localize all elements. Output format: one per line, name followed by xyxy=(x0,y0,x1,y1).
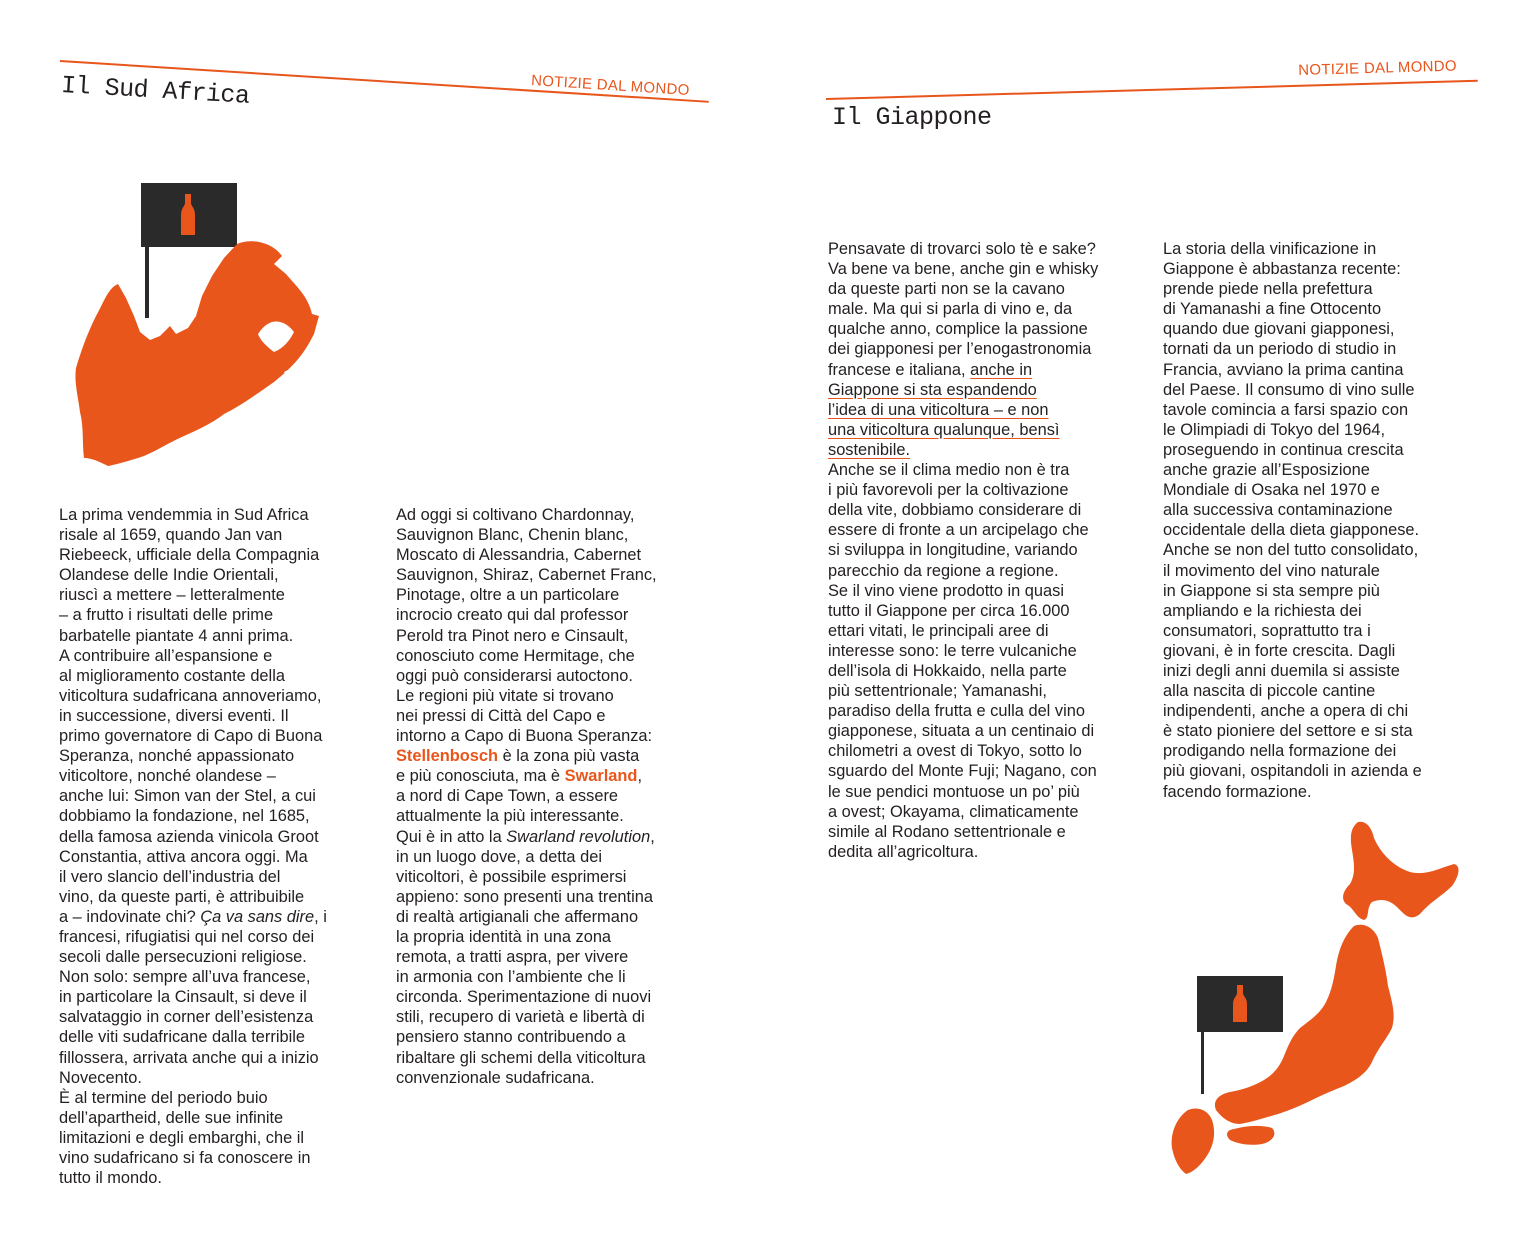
paragraph-line: più giovani, ospitandoli in azienda e xyxy=(1163,762,1422,781)
paragraph-line: limitazioni e degli embarghi, che il xyxy=(59,1128,305,1147)
paragraph-line: della famosa azienda vinicola Groot xyxy=(59,827,319,846)
paragraph-line: giovani, è in forte crescita. Dagli xyxy=(1163,641,1396,660)
paragraph-line: parecchio da regione a regione. xyxy=(828,561,1059,580)
text-run: francese e italiana, xyxy=(828,360,971,379)
text-run: Qui è in atto la xyxy=(396,827,507,846)
paragraph-line: La prima vendemmia in Sud Africa xyxy=(59,506,309,524)
paragraph-line: dedita all’agricoltura. xyxy=(828,842,979,861)
paragraph-line xyxy=(828,360,1098,380)
paragraph-line: fillossera, arrivata anche qui a inizio xyxy=(59,1048,319,1067)
paragraph-line: Va bene va bene, anche gin e whisky xyxy=(828,260,1099,279)
text-run: a – indovinate chi? xyxy=(59,907,201,926)
paragraph-line: in particolare la Cinsault, si deve il xyxy=(59,988,307,1007)
paragraph-line: A contribuire all’espansione e xyxy=(59,646,273,665)
paragraph-line: ettari vitati, le principali aree di xyxy=(828,621,1049,640)
paragraph-line: salvataggio in corner dell’esistenza xyxy=(59,1008,314,1027)
paragraph-line: tornati da un periodo di studio in xyxy=(1163,340,1397,359)
paragraph-line: oggi può considerarsi autoctono. xyxy=(396,666,633,685)
paragraph-line: viticoltura sudafricana annoveriamo, xyxy=(59,686,322,705)
paragraph-line: le Olimpiadi di Tokyo del 1964, xyxy=(1163,420,1386,439)
paragraph-line: indipendenti, anche a opera di chi xyxy=(1163,702,1409,721)
paragraph-line: a nord di Cape Town, a essere xyxy=(396,787,619,806)
paragraph-line: più settentrionale; Yamanashi, xyxy=(828,682,1047,701)
underlined-phrase: Giappone si sta espandendo xyxy=(828,380,1037,399)
south-africa-map-icon xyxy=(74,236,319,468)
paragraph-line: si sviluppa in longitudine, variando xyxy=(828,541,1078,560)
paragraph-line: secoli dalle persecuzioni religiose. xyxy=(59,948,307,967)
paragraph-line: Pensavate di trovarci solo tè e sake? xyxy=(828,240,1096,258)
section-tag: NOTIZIE DAL MONDO xyxy=(530,72,691,99)
paragraph-line: Riebeeck, ufficiale della Compagnia xyxy=(59,546,320,565)
paragraph-line: della vite, dobbiamo considerare di xyxy=(828,501,1082,520)
underlined-phrase: sostenibile. xyxy=(828,440,911,459)
paragraph-line: Sauvignon, Shiraz, Cabernet Franc, xyxy=(396,566,657,585)
text-run: , xyxy=(650,827,655,846)
paragraph-line: primo governatore di Capo di Buona xyxy=(59,727,323,746)
text-column-1 xyxy=(828,239,1098,862)
paragraph-line: ampliando e la richiesta dei xyxy=(1163,601,1362,620)
paragraph-line: in armonia con l’ambiente che li xyxy=(396,968,626,987)
text-column-2 xyxy=(1163,239,1422,802)
text-column-2 xyxy=(396,505,657,1088)
paragraph-line: nei pressi di Città del Capo e xyxy=(396,706,606,725)
underlined-phrase: anche in xyxy=(970,360,1033,379)
paragraph-line: Sauvignon Blanc, Chenin blanc, xyxy=(396,526,629,545)
paragraph-line: prodigando nella formazione dei xyxy=(1163,742,1397,761)
paragraph-line: tavole comincia a farsi spazio con xyxy=(1163,400,1409,419)
paragraph-line: proseguendo in continua crescita xyxy=(1163,440,1404,459)
paragraph-line: Pinotage, oltre a un particolare xyxy=(396,586,620,605)
text-run: , i xyxy=(314,907,327,926)
paragraph-line: Le regioni più vitate si trovano xyxy=(396,686,614,705)
paragraph-line: interesse sono: le terre vulcaniche xyxy=(828,641,1077,660)
header-rule xyxy=(826,80,1478,100)
paragraph-line: tutto il mondo. xyxy=(59,1169,162,1188)
text-run: è la zona più vasta xyxy=(498,747,640,766)
paragraph-line: Olandese delle Indie Orientali, xyxy=(59,566,279,585)
paragraph-line: dell’apartheid, delle sue infinite xyxy=(59,1108,284,1127)
paragraph-line: è stato pioniere del settore e si sta xyxy=(1163,722,1413,741)
paragraph-line: Non solo: sempre all’uva francese, xyxy=(59,968,311,987)
paragraph-line: Speranza, nonché appassionato xyxy=(59,747,295,766)
paragraph-line xyxy=(828,420,1098,440)
paragraph-line: inizi degli anni duemila si assiste xyxy=(1163,661,1400,680)
paragraph-line: ribaltare gli schemi della viticoltura xyxy=(396,1048,646,1067)
underlined-phrase: l’idea di una viticoltura – e non xyxy=(828,400,1049,419)
paragraph-line: Se il vino viene prodotto in quasi xyxy=(828,581,1064,600)
paragraph-line: il movimento del vino naturale xyxy=(1163,561,1380,580)
paragraph-line: tutto il Giappone per circa 16.000 xyxy=(828,601,1070,620)
paragraph-line: essere di fronte a un arcipelago che xyxy=(828,521,1089,540)
paragraph-line: pensiero stanno contribuendo a xyxy=(396,1028,626,1047)
paragraph-line: chilometri a ovest di Tokyo, sotto lo xyxy=(828,742,1082,761)
paragraph-line: di Yamanashi a fine Ottocento xyxy=(1163,300,1382,319)
paragraph-line: la propria identità in una zona xyxy=(396,927,612,946)
paragraph-line: riuscì a mettere – letteralmente xyxy=(59,586,285,605)
paragraph-line: È al termine del periodo buio xyxy=(59,1088,268,1107)
paragraph-line: in un luogo dove, a detta dei xyxy=(396,847,602,866)
section-tag: NOTIZIE DAL MONDO xyxy=(1298,57,1458,79)
paragraph-line: Constantia, attiva ancora oggi. Ma xyxy=(59,847,308,866)
paragraph-line: barbatelle piantate 4 anni prima. xyxy=(59,626,294,645)
paragraph-line: alla nascita di piccole cantine xyxy=(1163,682,1376,701)
paragraph-line: Novecento. xyxy=(59,1068,142,1087)
paragraph-line: remota, a tratti aspra, per vivere xyxy=(396,948,629,967)
paragraph-line: prende piede nella prefettura xyxy=(1163,280,1373,299)
page-title: Il Giappone xyxy=(832,103,992,132)
paragraph-line: anche grazie all’Esposizione xyxy=(1163,461,1370,480)
paragraph-line: intorno a Capo di Buona Speranza: xyxy=(396,727,653,746)
paragraph-line: in successione, diversi eventi. Il xyxy=(59,706,289,725)
paragraph-line: da queste parti non se la cavano xyxy=(828,280,1065,299)
paragraph-line: appieno: sono presenti una trentina xyxy=(396,887,653,906)
paragraph-line xyxy=(828,400,1098,420)
right-page xyxy=(768,0,1536,1241)
paragraph-line: simile al Rodano settentrionale e xyxy=(828,822,1066,841)
paragraph-line: consumatori, soprattutto tra i xyxy=(1163,621,1371,640)
paragraph-line: francesi, rifugiatisi qui nel corso dei xyxy=(59,927,315,946)
wine-bottle-flag-icon xyxy=(1197,976,1285,1096)
paragraph-line xyxy=(396,827,657,847)
paragraph-line: dobbiamo la fondazione, nel 1685, xyxy=(59,807,310,826)
paragraph-line: alla successiva contaminazione xyxy=(1163,501,1393,520)
text-column-1 xyxy=(59,505,327,1188)
underlined-phrase: una viticoltura qualunque, bensì xyxy=(828,420,1060,439)
paragraph-line: incrocio creato qui dal professor xyxy=(396,606,629,625)
paragraph-line: Giappone è abbastanza recente: xyxy=(1163,260,1401,279)
italic-phrase: Ça va sans dire xyxy=(200,907,315,926)
paragraph-line: viticoltori, è possibile esprimersi xyxy=(396,867,627,886)
paragraph-line: risale al 1659, quando Jan van xyxy=(59,526,283,545)
paragraph-line: le sue pendici montuose un po’ più xyxy=(828,782,1080,801)
paragraph-line: paradiso della frutta e culla del vino xyxy=(828,702,1085,721)
highlight-stellenbosch: Stellenbosch xyxy=(396,747,499,766)
paragraph-line xyxy=(828,380,1098,400)
paragraph-line xyxy=(396,766,657,786)
paragraph-line: Ad oggi si coltivano Chardonnay, xyxy=(396,506,635,524)
paragraph-line: anche lui: Simon van der Stel, a cui xyxy=(59,787,316,806)
paragraph-line: sguardo del Monte Fuji; Nagano, con xyxy=(828,762,1097,781)
text-run: , xyxy=(637,767,642,786)
paragraph-line: viticoltore, nonché olandese – xyxy=(59,767,276,786)
paragraph-line: giapponese, situata a un centinaio di xyxy=(828,722,1095,741)
paragraph-line xyxy=(828,440,1098,460)
paragraph-line: stili, recupero di varietà e libertà di xyxy=(396,1008,645,1027)
paragraph-line: a ovest; Okayama, climaticamente xyxy=(828,802,1079,821)
highlight-swarland: Swarland xyxy=(564,767,638,786)
paragraph-line: convenzionale sudafricana. xyxy=(396,1068,595,1087)
paragraph-line: delle viti sudafricane dalla terribile xyxy=(59,1028,305,1047)
paragraph-line: del Paese. Il consumo di vino sulle xyxy=(1163,380,1415,399)
page-title: Il Sud Africa xyxy=(60,71,251,111)
paragraph-line: Perold tra Pinot nero e Cinsault, xyxy=(396,626,629,645)
paragraph-line: Moscato di Alessandria, Cabernet xyxy=(396,546,642,565)
paragraph-line: occidentale della dieta giapponese. xyxy=(1163,521,1420,540)
paragraph-line: circonda. Sperimentazione di nuovi xyxy=(396,988,652,1007)
paragraph-line: qualche anno, complice la passione xyxy=(828,320,1088,339)
italic-phrase: Swarland revolution xyxy=(506,827,651,846)
paragraph-line: vino sudafricano si fa conoscere in xyxy=(59,1149,311,1167)
paragraph-line: La storia della vinificazione in xyxy=(1163,240,1377,258)
paragraph-line: i più favorevoli per la coltivazione xyxy=(828,481,1069,500)
paragraph-line: Francia, avviano la prima cantina xyxy=(1163,360,1404,379)
paragraph-line: dell’isola di Hokkaido, nella parte xyxy=(828,661,1067,680)
paragraph-line: Anche se il clima medio non è tra xyxy=(828,461,1070,480)
paragraph-line: Anche se non del tutto consolidato, xyxy=(1163,541,1419,560)
paragraph-line: in Giappone si sta sempre più xyxy=(1163,581,1380,600)
paragraph-line: al miglioramento costante della xyxy=(59,666,285,685)
paragraph-line: il vero slancio dell’industria del xyxy=(59,867,281,886)
text-run: e più conosciuta, ma è xyxy=(396,767,565,786)
paragraph-line: – a frutto i risultati delle prime xyxy=(59,606,274,625)
paragraph-line xyxy=(59,907,327,927)
paragraph-line: di realtà artigianali che affermano xyxy=(396,907,639,926)
paragraph-line: male. Ma qui si parla di vino e, da xyxy=(828,300,1073,319)
paragraph-line: conosciuto come Hermitage, che xyxy=(396,646,635,665)
paragraph-line xyxy=(396,746,657,766)
paragraph-line: attualmente la più interessante. xyxy=(396,807,624,826)
paragraph-line: dei giapponesi per l’enogastronomia xyxy=(828,340,1092,359)
paragraph-line: vino, da queste parti, è attribuibile xyxy=(59,887,305,906)
paragraph-line: quando due giovani giapponesi, xyxy=(1163,320,1395,339)
paragraph-line: Mondiale di Osaka nel 1970 e xyxy=(1163,481,1380,500)
paragraph-line: facendo formazione. xyxy=(1163,782,1312,801)
